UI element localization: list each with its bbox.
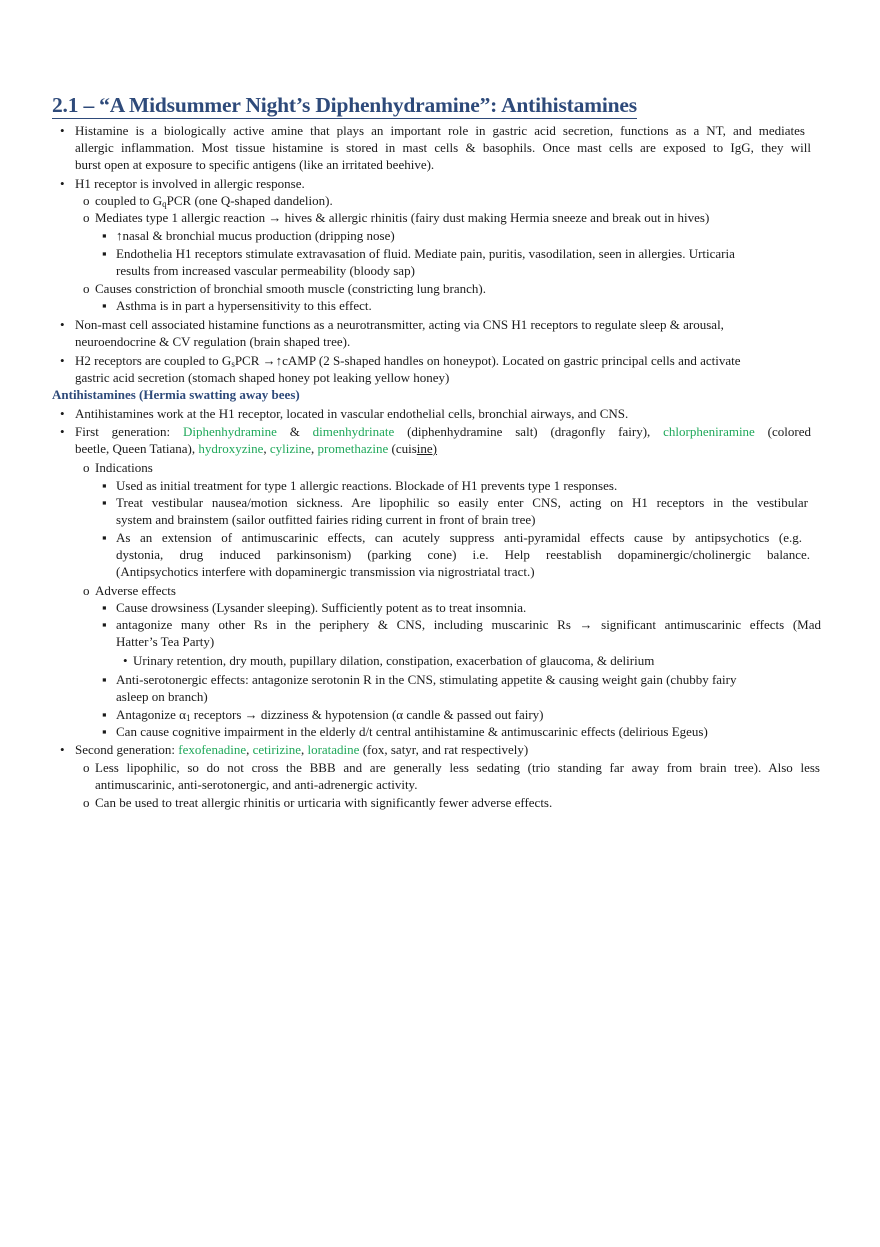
alpha-text-a: Antagonize α [116,707,186,722]
page-title-text: 2.1 – “A Midsummer Night’s Diphenhydramine”: Antihistamines [52,93,637,117]
first-generation-label: First generation: [75,424,183,439]
alpha-text-b: receptors → dizziness & hypotension (α candle & passed out fairy) [190,707,544,722]
adverse-effects-heading: Adverse effects [95,583,176,598]
second-gen-text: antimuscarinic, anti-serotonergic, and anti-adrenergic activity. [95,777,418,792]
gq-text-a: coupled to G [95,193,163,208]
text-comma: , [246,742,253,757]
title-underline [52,118,637,119]
endothelia-text: results from increased vascular permeability (bloody sap) [116,263,415,278]
drug-promethazine: promethazine [317,441,389,456]
histamine-text: burst open at exposure to specific antigens (like an irritated beehive). [75,157,435,172]
o-marker: o [83,281,90,296]
bullet-marker: • [60,353,65,368]
mucus-text: ↑nasal & bronchial mucus production (dripping nose) [116,228,395,243]
square-marker: ▪ [102,600,107,615]
o-marker: o [83,795,90,810]
text-comma: , [311,441,318,456]
h2-text [75,352,741,369]
endothelia-text: Endothelia H1 receptors stimulate extravasation of fluid. Mediate pain, puritis, vasodilation, seen in allergies. Urticaria [116,246,735,261]
adverse-text: Urinary retention, dry mouth, pupillary dilation, constipation, exacerbation of glaucoma, & delirium [133,653,655,668]
indication-text: dystonia, drug induced parkinsonism) (parking cone) i.e. Help reestablish dopaminergic/cholinergic balance. [116,547,810,562]
antihistamines-subheading: Antihistamines (Hermia swatting away bees) [52,387,300,402]
asthma-text: Asthma is in part a hypersensitivity to this effect. [116,298,372,313]
first-generation-text [75,423,811,440]
o-marker: o [83,210,90,225]
text-comma: , [263,441,270,456]
h2-text: gastric acid secretion (stomach shaped honey pot leaking yellow honey) [75,370,450,385]
drug-loratadine: loratadine [307,742,360,757]
gs-sub: s [231,359,235,369]
adverse-text: antagonize many other Rs in the periphery & CNS, including muscarinic Rs → significant antimuscarinic effects (Mad [116,617,821,632]
h1-text: H1 receptor is involved in allergic response. [75,176,305,191]
constriction-text: Causes constriction of bronchial smooth muscle (constricting lung branch). [95,281,486,296]
adverse-text: Cause drowsiness (Lysander sleeping). Sufficiently potent as to treat insomnia. [116,600,527,615]
gq-sub: q [162,199,167,209]
page-title [52,93,637,118]
drug-dimenhydrinate: dimenhydrinate [312,424,395,439]
o-marker: o [83,760,90,775]
square-marker: ▪ [102,672,107,687]
gq-text [95,192,333,209]
indication-text: Used as initial treatment for type 1 allergic reactions. Blockade of H1 prevents type 1 responses. [116,478,618,493]
adverse-text: Hatter’s Tea Party) [116,634,215,649]
indication-text: As an extension of antimuscarinic effects, can acutely suppress anti-pyramidal effects cause by antipsychotics (e.g. [116,530,802,545]
text-pre: beetle, Queen Tatiana), [75,441,199,456]
drug-diphenhydramine: Diphenhydramine [183,424,277,439]
drug-hydroxyzine: hydroxyzine [198,441,264,456]
second-gen-text: Can be used to treat allergic rhinitis or urticaria with significantly fewer adverse effects. [95,795,553,810]
first-generation-text [75,440,437,457]
adverse-text: Anti-serotonergic effects: antagonize serotonin R in the CNS, stimulating appetite & causing weight gain (chubby fairy [116,672,737,687]
indication-text: Treat vestibular nausea/motion sickness. Are lipophilic so easily enter CNS, acting on H1 receptors in the vestibular [116,495,808,510]
square-marker: ▪ [102,707,107,722]
o-marker: o [83,193,90,208]
square-marker: ▪ [102,228,107,243]
adverse-text: asleep on branch) [116,689,208,704]
square-marker: ▪ [102,298,107,313]
bullet-marker: • [60,424,65,439]
indication-text: (Antipsychotics interfere with dopaminergic transmission via nigrostriatal tract.) [116,564,535,579]
h2-text-b: PCR →↑cAMP (2 S-shaped handles on honeypot). Located on gastric principal cells and activate [234,353,741,368]
text-mid: (diphenhydramine salt) (dragonfly fairy), [394,424,664,439]
bullet-marker: • [60,123,65,138]
bullet-marker: • [60,742,65,757]
o-marker: o [83,460,90,475]
adverse-text: Can cause cognitive impairment in the elderly d/t central antihistamine & antimuscarinic effects (delirious Egeus) [116,724,708,739]
square-marker: ▪ [102,478,107,493]
mediates-text: Mediates type 1 allergic reaction → hives & allergic rhinitis (fairy dust making Hermia sneeze and break out in hives) [95,210,710,225]
text-post: (cuis [388,441,417,456]
text-underlined: ine) [416,441,438,456]
second-generation-label: Second generation: [75,742,179,757]
gq-text-b: PCR (one Q-shaped dandelion). [166,193,333,208]
indications-heading: Indications [95,460,153,475]
second-gen-text: Less lipophilic, so do not cross the BBB and are generally less sedating (trio standing far away from brain tree). Also less [95,760,820,775]
indication-text: system and brainstem (sailor outfitted fairies riding current in front of brain tree) [116,512,536,527]
square-marker: ▪ [102,246,107,261]
non-mast-text: Non-mast cell associated histamine functions as a neurotransmitter, acting via CNS H1 receptors to regulate sleep & arousal, [75,317,724,332]
text-comma: , [300,742,308,757]
square-marker: ▪ [102,617,107,632]
second-generation-text [75,741,528,758]
drug-cetirizine: cetirizine [252,742,301,757]
bullet-marker: • [60,317,65,332]
text-post: (fox, satyr, and rat respectively) [359,742,529,757]
non-mast-text: neuroendocrine & CV regulation (brain shaped tree). [75,334,351,349]
adverse-text [116,706,544,723]
square-marker: ▪ [102,530,107,545]
histamine-text: Histamine is a biologically active amine that plays an important role in gastric acid secretion, functions as a NT, and mediates [75,123,805,138]
text-post: (colored [754,424,811,439]
h2-text-a: H2 receptors are coupled to G [75,353,232,368]
o-marker: o [83,583,90,598]
drug-chlorpheniramine: chlorpheniramine [663,424,755,439]
bullet-marker: • [60,176,65,191]
bullet-marker: • [123,653,128,668]
h1-receptor-text: Antihistamines work at the H1 receptor, located in vascular endothelial cells, bronchial airways, and CNS. [75,406,629,421]
drug-cylizine: cylizine [269,441,312,456]
alpha-sub: 1 [185,713,191,723]
square-marker: ▪ [102,724,107,739]
square-marker: ▪ [102,495,107,510]
text-amp: & [276,424,313,439]
bullet-marker: • [60,406,65,421]
histamine-text: allergic inflammation. Most tissue histamine is stored in mast cells & basophils. Once mast cells are exposed to IgG, they will [75,140,811,155]
drug-fexofenadine: fexofenadine [178,742,247,757]
